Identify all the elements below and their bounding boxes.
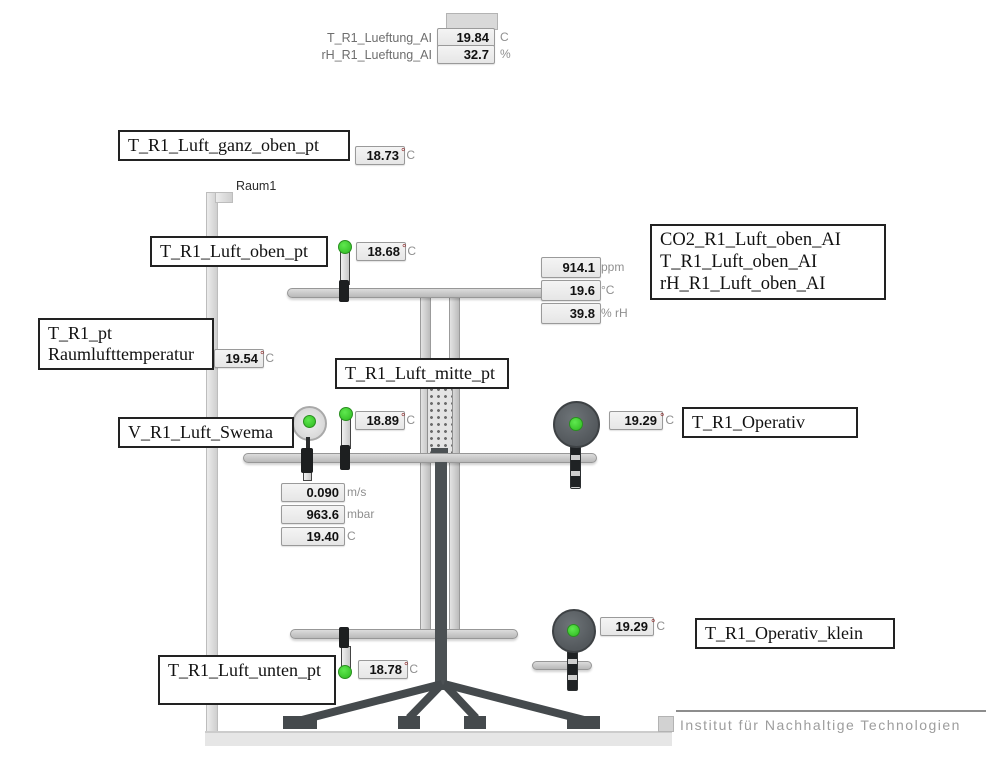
value-luft-unten[interactable]: 18.78 xyxy=(358,660,408,679)
stand-rail-right xyxy=(449,296,460,636)
lueftung-rh-value[interactable]: 32.7 xyxy=(437,45,495,64)
value-swema-temp[interactable]: 19.40 xyxy=(281,527,345,546)
lueftung-rh-label: rH_R1_Lueftung_AI xyxy=(321,48,432,62)
value-swema-velocity[interactable]: 0.090 xyxy=(281,483,345,502)
unit-raumluft: C xyxy=(265,351,275,365)
raumluft-line-2: Raumlufttemperatur xyxy=(48,344,194,364)
lueftung-temp-value[interactable]: 19.84 xyxy=(437,28,495,47)
sensor-status-dot xyxy=(567,624,580,637)
globe-stem xyxy=(567,647,578,691)
sensor-status-dot xyxy=(303,415,316,428)
label-box-luft-unten: T_R1_Luft_unten_pt xyxy=(158,655,336,705)
degree-symbol: ° xyxy=(651,618,656,630)
unit-luft-unten: C xyxy=(409,662,419,676)
label-box-luft-ganz-oben: T_R1_Luft_ganz_oben_pt xyxy=(118,130,350,161)
degree-symbol: ° xyxy=(404,661,409,673)
lueftung-temp-label: T_R1_Lueftung_AI xyxy=(327,31,432,45)
probe-clamp-icon xyxy=(340,445,350,470)
stand-center-rod xyxy=(435,462,447,690)
crossbar-upper xyxy=(287,288,549,298)
raumluft-line-1: T_R1_pt xyxy=(48,323,113,343)
institute-logo-text: Institut für Nachhaltige Technologien xyxy=(680,717,961,733)
degree-symbol: ° xyxy=(401,147,406,159)
value-swema-pressure[interactable]: 963.6 xyxy=(281,505,345,524)
lueftung-temp-unit: C xyxy=(500,30,509,44)
value-raumluft[interactable]: 19.54 xyxy=(214,349,264,368)
probe-clamp-icon xyxy=(301,448,313,473)
co2-line-2: T_R1_Luft_oben_AI xyxy=(660,252,818,272)
degree-symbol: ° xyxy=(401,412,406,424)
unit-temp-oben-ai: °C xyxy=(601,283,615,297)
unit-swema-temp: C xyxy=(347,529,356,543)
degree-symbol: ° xyxy=(402,243,407,255)
value-operativ[interactable]: 19.29 xyxy=(609,411,663,430)
crossbar-lower xyxy=(290,629,518,639)
floor-end-cap xyxy=(658,716,674,732)
degree-symbol: ° xyxy=(660,412,665,424)
label-box-operativ: T_R1_Operativ xyxy=(682,407,858,438)
label-box-operativ-klein: T_R1_Operativ_klein xyxy=(695,618,895,649)
co2-line-3: rH_R1_Luft_oben_AI xyxy=(660,274,826,294)
probe-clamp-icon xyxy=(339,280,349,302)
degree-symbol: ° xyxy=(260,350,265,362)
crossbar-middle xyxy=(243,453,597,463)
label-box-co2-oben xyxy=(650,224,886,300)
unit-luft-oben: C xyxy=(407,244,417,258)
sensor-status-dot xyxy=(569,417,583,431)
value-luft-ganz-oben[interactable]: 18.73 xyxy=(355,146,405,165)
co2-line-1: CO2_R1_Luft_oben_AI xyxy=(660,230,841,250)
probe-clamp-icon xyxy=(339,627,349,648)
label-box-luft-mitte: T_R1_Luft_mitte_pt xyxy=(335,358,509,389)
room-name-label: Raum1 xyxy=(236,179,277,193)
label-box-luft-oben: T_R1_Luft_oben_pt xyxy=(150,236,328,267)
label-box-raumluft xyxy=(38,318,214,370)
value-luft-oben[interactable]: 18.68 xyxy=(356,242,406,261)
unit-operativ-klein: C xyxy=(656,619,666,633)
value-temp-oben-ai[interactable]: 19.6 xyxy=(541,280,601,301)
unit-swema-pressure: mbar xyxy=(347,507,375,521)
stand-rail-left xyxy=(420,296,431,636)
label-box-swema: V_R1_Luft_Swema xyxy=(118,417,294,448)
unit-rh-oben-ai: % rH xyxy=(601,306,628,320)
footer-divider xyxy=(676,710,986,712)
value-co2-ppm[interactable]: 914.1 xyxy=(541,257,601,278)
unit-luft-ganz-oben: C xyxy=(406,148,416,162)
value-luft-mitte[interactable]: 18.89 xyxy=(355,411,405,430)
value-operativ-klein[interactable]: 19.29 xyxy=(600,617,654,636)
sensor-status-dot xyxy=(338,240,352,254)
globe-stem xyxy=(570,443,581,489)
unit-co2-ppm: ppm xyxy=(601,260,625,274)
room-wall-corner xyxy=(215,192,233,203)
unit-operativ: C xyxy=(665,413,675,427)
unit-swema-velocity: m/s xyxy=(347,485,367,499)
unit-luft-mitte: C xyxy=(406,413,416,427)
perforated-sensor-cartridge-icon xyxy=(427,385,453,457)
sensor-status-dot xyxy=(338,665,352,679)
lueftung-rh-unit: % xyxy=(500,47,511,61)
value-rh-oben-ai[interactable]: 39.8 xyxy=(541,303,601,324)
sensor-status-dot xyxy=(339,407,353,421)
